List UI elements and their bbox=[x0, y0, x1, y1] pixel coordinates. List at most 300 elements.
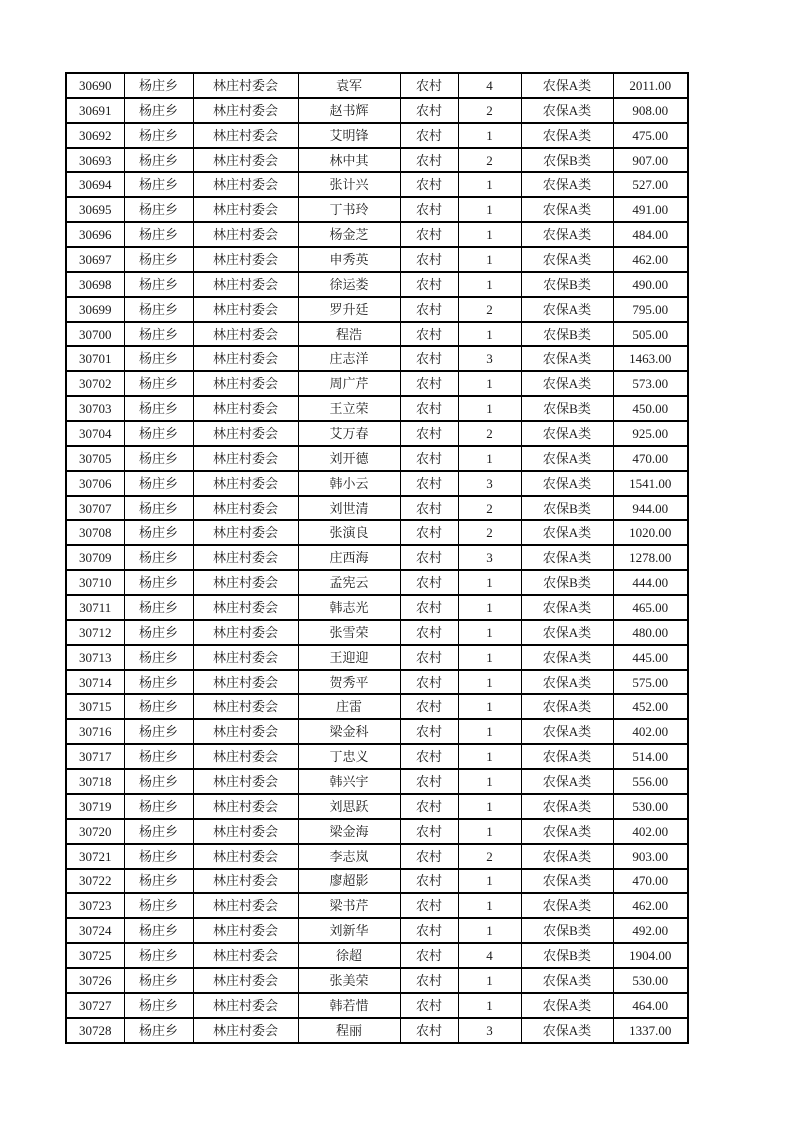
table-cell: 农保A类 bbox=[521, 744, 613, 769]
table-cell: 444.00 bbox=[613, 570, 688, 595]
table-row bbox=[66, 421, 688, 446]
table-cell: 30723 bbox=[66, 893, 124, 918]
table-cell: 程丽 bbox=[298, 1018, 400, 1043]
table-cell: 张雪荣 bbox=[298, 620, 400, 645]
table-cell: 杨庄乡 bbox=[124, 520, 193, 545]
table-cell: 李志岚 bbox=[298, 844, 400, 869]
table-cell: 445.00 bbox=[613, 645, 688, 670]
table-cell: 795.00 bbox=[613, 297, 688, 322]
table-cell: 农村 bbox=[400, 197, 458, 222]
table-cell: 30703 bbox=[66, 396, 124, 421]
table-cell: 30709 bbox=[66, 545, 124, 570]
table-row bbox=[66, 645, 688, 670]
table-row bbox=[66, 446, 688, 471]
records-table-body bbox=[66, 73, 688, 1043]
table-cell: 1337.00 bbox=[613, 1018, 688, 1043]
table-cell: 农村 bbox=[400, 73, 458, 98]
table-cell: 575.00 bbox=[613, 670, 688, 695]
table-cell: 4 bbox=[458, 943, 521, 968]
table-cell: 刘新华 bbox=[298, 918, 400, 943]
table-cell: 1 bbox=[458, 645, 521, 670]
table-cell: 30722 bbox=[66, 869, 124, 894]
table-cell: 农村 bbox=[400, 794, 458, 819]
table-cell: 林庄村委会 bbox=[193, 545, 298, 570]
table-cell: 3 bbox=[458, 1018, 521, 1043]
table-cell: 梁书芹 bbox=[298, 893, 400, 918]
table-cell: 杨金芝 bbox=[298, 222, 400, 247]
table-row bbox=[66, 844, 688, 869]
table-row bbox=[66, 719, 688, 744]
table-cell: 30726 bbox=[66, 968, 124, 993]
table-cell: 刘思跃 bbox=[298, 794, 400, 819]
table-cell: 944.00 bbox=[613, 496, 688, 521]
table-cell: 林庄村委会 bbox=[193, 943, 298, 968]
table-cell: 30716 bbox=[66, 719, 124, 744]
table-cell: 1 bbox=[458, 272, 521, 297]
table-cell: 林庄村委会 bbox=[193, 918, 298, 943]
table-cell: 杨庄乡 bbox=[124, 570, 193, 595]
table-cell: 农保A类 bbox=[521, 123, 613, 148]
table-cell: 2 bbox=[458, 98, 521, 123]
table-cell: 林庄村委会 bbox=[193, 570, 298, 595]
table-cell: 张计兴 bbox=[298, 172, 400, 197]
table-cell: 1 bbox=[458, 819, 521, 844]
table-cell: 贺秀平 bbox=[298, 670, 400, 695]
table-cell: 程浩 bbox=[298, 322, 400, 347]
table-cell: 林庄村委会 bbox=[193, 272, 298, 297]
table-cell: 490.00 bbox=[613, 272, 688, 297]
table-cell: 杨庄乡 bbox=[124, 123, 193, 148]
table-cell: 林庄村委会 bbox=[193, 446, 298, 471]
table-cell: 农村 bbox=[400, 222, 458, 247]
table-cell: 农保A类 bbox=[521, 222, 613, 247]
table-cell: 1020.00 bbox=[613, 520, 688, 545]
table-cell: 杨庄乡 bbox=[124, 769, 193, 794]
table-cell: 491.00 bbox=[613, 197, 688, 222]
table-cell: 杨庄乡 bbox=[124, 421, 193, 446]
table-cell: 林庄村委会 bbox=[193, 744, 298, 769]
table-cell: 农保A类 bbox=[521, 98, 613, 123]
table-cell: 庄西海 bbox=[298, 545, 400, 570]
table-cell: 韩小云 bbox=[298, 471, 400, 496]
table-cell: 杨庄乡 bbox=[124, 620, 193, 645]
table-cell: 1 bbox=[458, 371, 521, 396]
table-cell: 杨庄乡 bbox=[124, 794, 193, 819]
table-row bbox=[66, 322, 688, 347]
table-row bbox=[66, 73, 688, 98]
table-cell: 30717 bbox=[66, 744, 124, 769]
table-cell: 杨庄乡 bbox=[124, 446, 193, 471]
table-cell: 林庄村委会 bbox=[193, 520, 298, 545]
table-cell: 农村 bbox=[400, 595, 458, 620]
table-cell: 林庄村委会 bbox=[193, 769, 298, 794]
table-row bbox=[66, 545, 688, 570]
table-row bbox=[66, 595, 688, 620]
table-cell: 573.00 bbox=[613, 371, 688, 396]
table-cell: 农村 bbox=[400, 247, 458, 272]
table-cell: 530.00 bbox=[613, 794, 688, 819]
table-cell: 30710 bbox=[66, 570, 124, 595]
table-row bbox=[66, 197, 688, 222]
records-table bbox=[65, 72, 689, 1044]
table-row bbox=[66, 272, 688, 297]
table-row bbox=[66, 968, 688, 993]
table-cell: 艾明锋 bbox=[298, 123, 400, 148]
table-row bbox=[66, 819, 688, 844]
table-cell: 农村 bbox=[400, 869, 458, 894]
table-cell: 农村 bbox=[400, 496, 458, 521]
table-cell: 2 bbox=[458, 297, 521, 322]
table-cell: 刘世清 bbox=[298, 496, 400, 521]
table-cell: 农保A类 bbox=[521, 844, 613, 869]
table-cell: 470.00 bbox=[613, 869, 688, 894]
table-row bbox=[66, 496, 688, 521]
table-row bbox=[66, 297, 688, 322]
table-cell: 30699 bbox=[66, 297, 124, 322]
table-cell: 农保A类 bbox=[521, 421, 613, 446]
table-cell: 梁金海 bbox=[298, 819, 400, 844]
table-cell: 1 bbox=[458, 968, 521, 993]
table-cell: 农保A类 bbox=[521, 520, 613, 545]
table-cell: 王立荣 bbox=[298, 396, 400, 421]
table-cell: 杨庄乡 bbox=[124, 496, 193, 521]
table-cell: 杨庄乡 bbox=[124, 222, 193, 247]
table-cell: 470.00 bbox=[613, 446, 688, 471]
table-cell: 903.00 bbox=[613, 844, 688, 869]
table-cell: 杨庄乡 bbox=[124, 98, 193, 123]
table-cell: 30715 bbox=[66, 694, 124, 719]
table-cell: 462.00 bbox=[613, 893, 688, 918]
table-cell: 1 bbox=[458, 123, 521, 148]
table-cell: 杨庄乡 bbox=[124, 595, 193, 620]
table-cell: 林庄村委会 bbox=[193, 645, 298, 670]
table-row bbox=[66, 222, 688, 247]
table-cell: 杨庄乡 bbox=[124, 545, 193, 570]
table-cell: 徐运娄 bbox=[298, 272, 400, 297]
table-cell: 30724 bbox=[66, 918, 124, 943]
table-cell: 赵书辉 bbox=[298, 98, 400, 123]
table-cell: 30719 bbox=[66, 794, 124, 819]
table-cell: 480.00 bbox=[613, 620, 688, 645]
table-cell: 农保A类 bbox=[521, 446, 613, 471]
table-cell: 申秀英 bbox=[298, 247, 400, 272]
table-row bbox=[66, 918, 688, 943]
table-cell: 农保A类 bbox=[521, 545, 613, 570]
table-cell: 30690 bbox=[66, 73, 124, 98]
table-cell: 农保A类 bbox=[521, 247, 613, 272]
table-cell: 农保A类 bbox=[521, 769, 613, 794]
table-row bbox=[66, 744, 688, 769]
table-cell: 2 bbox=[458, 421, 521, 446]
table-cell: 农村 bbox=[400, 545, 458, 570]
table-cell: 林庄村委会 bbox=[193, 794, 298, 819]
table-cell: 1 bbox=[458, 595, 521, 620]
table-cell: 农保A类 bbox=[521, 645, 613, 670]
table-cell: 林庄村委会 bbox=[193, 247, 298, 272]
table-cell: 30706 bbox=[66, 471, 124, 496]
table-cell: 林庄村委会 bbox=[193, 620, 298, 645]
table-cell: 2 bbox=[458, 520, 521, 545]
table-cell: 杨庄乡 bbox=[124, 471, 193, 496]
table-cell: 林庄村委会 bbox=[193, 421, 298, 446]
table-cell: 杨庄乡 bbox=[124, 148, 193, 173]
table-cell: 农村 bbox=[400, 172, 458, 197]
table-row bbox=[66, 247, 688, 272]
table-cell: 农村 bbox=[400, 396, 458, 421]
table-cell: 农保B类 bbox=[521, 943, 613, 968]
table-cell: 杨庄乡 bbox=[124, 918, 193, 943]
table-cell: 农村 bbox=[400, 471, 458, 496]
table-cell: 王迎迎 bbox=[298, 645, 400, 670]
table-cell: 402.00 bbox=[613, 819, 688, 844]
table-cell: 丁忠义 bbox=[298, 744, 400, 769]
table-cell: 402.00 bbox=[613, 719, 688, 744]
table-cell: 1 bbox=[458, 222, 521, 247]
table-cell: 907.00 bbox=[613, 148, 688, 173]
table-cell: 农村 bbox=[400, 446, 458, 471]
table-cell: 1 bbox=[458, 794, 521, 819]
table-cell: 30713 bbox=[66, 645, 124, 670]
table-cell: 林庄村委会 bbox=[193, 694, 298, 719]
table-cell: 农保A类 bbox=[521, 719, 613, 744]
table-cell: 林庄村委会 bbox=[193, 73, 298, 98]
table-cell: 杨庄乡 bbox=[124, 670, 193, 695]
table-cell: 3 bbox=[458, 471, 521, 496]
table-cell: 465.00 bbox=[613, 595, 688, 620]
table-cell: 林庄村委会 bbox=[193, 869, 298, 894]
table-cell: 韩若惜 bbox=[298, 993, 400, 1018]
table-cell: 475.00 bbox=[613, 123, 688, 148]
table-row bbox=[66, 1018, 688, 1043]
table-row bbox=[66, 396, 688, 421]
table-cell: 杨庄乡 bbox=[124, 1018, 193, 1043]
table-cell: 杨庄乡 bbox=[124, 322, 193, 347]
table-cell: 林庄村委会 bbox=[193, 968, 298, 993]
table-cell: 514.00 bbox=[613, 744, 688, 769]
table-cell: 30711 bbox=[66, 595, 124, 620]
table-cell: 1 bbox=[458, 719, 521, 744]
table-cell: 30694 bbox=[66, 172, 124, 197]
table-cell: 3 bbox=[458, 545, 521, 570]
table-cell: 林庄村委会 bbox=[193, 471, 298, 496]
table-row bbox=[66, 694, 688, 719]
table-cell: 农保A类 bbox=[521, 297, 613, 322]
table-cell: 农保A类 bbox=[521, 694, 613, 719]
table-row bbox=[66, 620, 688, 645]
table-row bbox=[66, 371, 688, 396]
table-cell: 农村 bbox=[400, 645, 458, 670]
table-cell: 30696 bbox=[66, 222, 124, 247]
table-cell: 林庄村委会 bbox=[193, 819, 298, 844]
table-cell: 1 bbox=[458, 446, 521, 471]
table-row bbox=[66, 520, 688, 545]
table-cell: 农保A类 bbox=[521, 197, 613, 222]
table-cell: 艾万春 bbox=[298, 421, 400, 446]
table-cell: 1 bbox=[458, 993, 521, 1018]
table-cell: 30693 bbox=[66, 148, 124, 173]
table-cell: 30708 bbox=[66, 520, 124, 545]
table-cell: 林庄村委会 bbox=[193, 297, 298, 322]
table-cell: 农保B类 bbox=[521, 918, 613, 943]
table-cell: 林庄村委会 bbox=[193, 993, 298, 1018]
table-cell: 农保A类 bbox=[521, 993, 613, 1018]
table-cell: 农村 bbox=[400, 620, 458, 645]
table-cell: 杨庄乡 bbox=[124, 819, 193, 844]
table-cell: 杨庄乡 bbox=[124, 396, 193, 421]
table-cell: 罗升廷 bbox=[298, 297, 400, 322]
table-cell: 林庄村委会 bbox=[193, 222, 298, 247]
table-cell: 农村 bbox=[400, 421, 458, 446]
table-cell: 农村 bbox=[400, 346, 458, 371]
table-cell: 925.00 bbox=[613, 421, 688, 446]
table-cell: 484.00 bbox=[613, 222, 688, 247]
table-cell: 杨庄乡 bbox=[124, 297, 193, 322]
table-cell: 农村 bbox=[400, 272, 458, 297]
table-cell: 农村 bbox=[400, 297, 458, 322]
table-cell: 农村 bbox=[400, 322, 458, 347]
table-row bbox=[66, 670, 688, 695]
table-cell: 30697 bbox=[66, 247, 124, 272]
table-cell: 杨庄乡 bbox=[124, 968, 193, 993]
table-cell: 农村 bbox=[400, 520, 458, 545]
table-cell: 农村 bbox=[400, 819, 458, 844]
table-cell: 徐超 bbox=[298, 943, 400, 968]
table-cell: 农村 bbox=[400, 148, 458, 173]
table-row bbox=[66, 98, 688, 123]
table-cell: 林庄村委会 bbox=[193, 396, 298, 421]
table-cell: 刘开德 bbox=[298, 446, 400, 471]
table-cell: 30718 bbox=[66, 769, 124, 794]
table-cell: 农保B类 bbox=[521, 148, 613, 173]
table-row bbox=[66, 148, 688, 173]
table-cell: 农村 bbox=[400, 844, 458, 869]
table-cell: 农保A类 bbox=[521, 968, 613, 993]
table-cell: 1 bbox=[458, 620, 521, 645]
table-cell: 林庄村委会 bbox=[193, 123, 298, 148]
table-cell: 廖超影 bbox=[298, 869, 400, 894]
table-cell: 1 bbox=[458, 247, 521, 272]
table-cell: 30721 bbox=[66, 844, 124, 869]
table-cell: 农村 bbox=[400, 918, 458, 943]
table-cell: 林庄村委会 bbox=[193, 98, 298, 123]
table-cell: 杨庄乡 bbox=[124, 993, 193, 1018]
table-cell: 30698 bbox=[66, 272, 124, 297]
table-row bbox=[66, 471, 688, 496]
table-cell: 林庄村委会 bbox=[193, 322, 298, 347]
table-cell: 464.00 bbox=[613, 993, 688, 1018]
table-cell: 梁金科 bbox=[298, 719, 400, 744]
table-cell: 林庄村委会 bbox=[193, 719, 298, 744]
table-cell: 袁军 bbox=[298, 73, 400, 98]
table-cell: 1463.00 bbox=[613, 346, 688, 371]
table-cell: 杨庄乡 bbox=[124, 645, 193, 670]
table-cell: 农保A类 bbox=[521, 371, 613, 396]
table-cell: 农保B类 bbox=[521, 322, 613, 347]
table-cell: 30712 bbox=[66, 620, 124, 645]
table-cell: 农保A类 bbox=[521, 172, 613, 197]
table-cell: 农保B类 bbox=[521, 272, 613, 297]
table-cell: 30705 bbox=[66, 446, 124, 471]
table-row bbox=[66, 769, 688, 794]
table-cell: 农村 bbox=[400, 694, 458, 719]
table-cell: 农村 bbox=[400, 1018, 458, 1043]
table-cell: 1 bbox=[458, 869, 521, 894]
table-row bbox=[66, 172, 688, 197]
table-cell: 1 bbox=[458, 396, 521, 421]
table-cell: 杨庄乡 bbox=[124, 197, 193, 222]
table-cell: 杨庄乡 bbox=[124, 943, 193, 968]
table-cell: 农保A类 bbox=[521, 794, 613, 819]
table-cell: 韩兴宇 bbox=[298, 769, 400, 794]
table-cell: 林庄村委会 bbox=[193, 496, 298, 521]
table-cell: 林庄村委会 bbox=[193, 893, 298, 918]
table-cell: 杨庄乡 bbox=[124, 346, 193, 371]
table-cell: 1 bbox=[458, 769, 521, 794]
table-row bbox=[66, 123, 688, 148]
table-cell: 1 bbox=[458, 322, 521, 347]
table-row bbox=[66, 993, 688, 1018]
table-cell: 30702 bbox=[66, 371, 124, 396]
table-cell: 丁书玲 bbox=[298, 197, 400, 222]
table-cell: 530.00 bbox=[613, 968, 688, 993]
table-cell: 1 bbox=[458, 893, 521, 918]
table-cell: 农村 bbox=[400, 719, 458, 744]
table-cell: 农村 bbox=[400, 893, 458, 918]
table-cell: 30704 bbox=[66, 421, 124, 446]
table-cell: 农村 bbox=[400, 371, 458, 396]
table-cell: 1 bbox=[458, 570, 521, 595]
table-cell: 林庄村委会 bbox=[193, 148, 298, 173]
table-cell: 农保B类 bbox=[521, 396, 613, 421]
table-cell: 1 bbox=[458, 918, 521, 943]
table-cell: 林庄村委会 bbox=[193, 670, 298, 695]
table-cell: 农保A类 bbox=[521, 869, 613, 894]
table-cell: 农保A类 bbox=[521, 620, 613, 645]
table-cell: 4 bbox=[458, 73, 521, 98]
table-cell: 452.00 bbox=[613, 694, 688, 719]
table-cell: 30728 bbox=[66, 1018, 124, 1043]
table-cell: 农村 bbox=[400, 123, 458, 148]
table-cell: 杨庄乡 bbox=[124, 272, 193, 297]
table-cell: 农保A类 bbox=[521, 819, 613, 844]
table-cell: 林庄村委会 bbox=[193, 595, 298, 620]
table-cell: 农保B类 bbox=[521, 496, 613, 521]
table-cell: 张美荣 bbox=[298, 968, 400, 993]
table-cell: 杨庄乡 bbox=[124, 869, 193, 894]
table-cell: 杨庄乡 bbox=[124, 719, 193, 744]
table-cell: 1278.00 bbox=[613, 545, 688, 570]
table-cell: 农村 bbox=[400, 993, 458, 1018]
table-cell: 30701 bbox=[66, 346, 124, 371]
table-cell: 林庄村委会 bbox=[193, 346, 298, 371]
table-cell: 农村 bbox=[400, 968, 458, 993]
table-row bbox=[66, 346, 688, 371]
table-cell: 450.00 bbox=[613, 396, 688, 421]
table-cell: 周广芹 bbox=[298, 371, 400, 396]
table-row bbox=[66, 570, 688, 595]
table-cell: 农村 bbox=[400, 943, 458, 968]
table-cell: 农保A类 bbox=[521, 73, 613, 98]
table-cell: 庄雷 bbox=[298, 694, 400, 719]
table-cell: 908.00 bbox=[613, 98, 688, 123]
table-cell: 30707 bbox=[66, 496, 124, 521]
table-cell: 30725 bbox=[66, 943, 124, 968]
table-cell: 孟宪云 bbox=[298, 570, 400, 595]
table-cell: 农村 bbox=[400, 98, 458, 123]
table-cell: 农保A类 bbox=[521, 471, 613, 496]
table-cell: 1 bbox=[458, 694, 521, 719]
table-cell: 杨庄乡 bbox=[124, 73, 193, 98]
